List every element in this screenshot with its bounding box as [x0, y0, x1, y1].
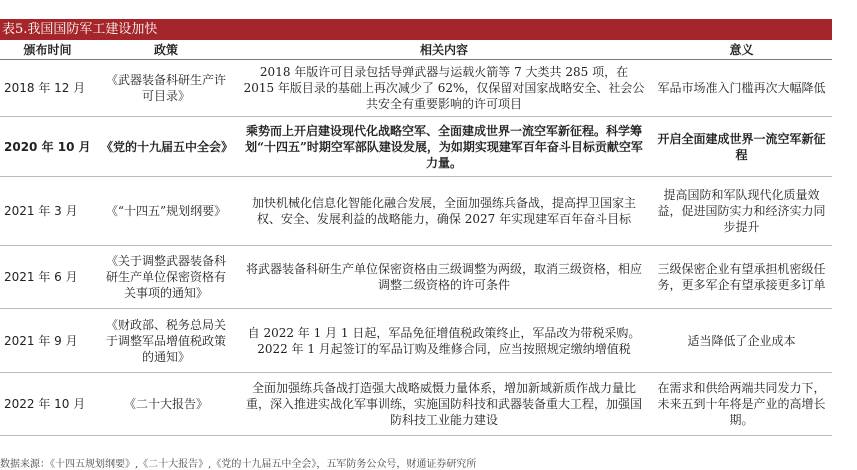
table-row — [0, 117, 832, 177]
header-content: 相关内容 — [237, 40, 651, 60]
row-policy: 《党的十九届五中全会》 — [95, 117, 237, 177]
data-source-note: 数据来源：《十四五规划纲要》,《二十大报告》,《党的十九届五中全会》，五军防务公众号，财通证券研究所 — [0, 459, 477, 470]
row-date: 2021 年 6 月 — [0, 246, 95, 309]
row-meaning: 提高国防和军队现代化质量效益，促进国防实力和经济实力同步提升 — [651, 177, 832, 246]
row-date: 2021 年 9 月 — [0, 309, 95, 373]
table-row — [0, 373, 832, 436]
policy-table — [0, 40, 832, 436]
header-date: 颁布时间 — [0, 40, 95, 60]
row-meaning: 在需求和供给两端共同发力下，未来五到十年将是产业的高增长期。 — [651, 373, 832, 436]
row-content: 2018 年版许可目录包括导弹武器与运载火箭等 7 大类共 285 项，在 2015 年版目录的基础上再次减少了 62%，仅保留对国家战略安全、社会公共安全有重要影响的许可项目 — [237, 60, 651, 117]
row-date: 2022 年 10 月 — [0, 373, 95, 436]
row-policy: 《关于调整武器装备科研生产单位保密资格有关事项的通知》 — [95, 246, 237, 309]
row-meaning: 适当降低了企业成本 — [651, 309, 832, 373]
table-title: 表5.我国国防军工建设加快 — [0, 19, 832, 40]
row-content: 全面加强练兵备战打造强大战略威慑力量体系，增加新域新质作战力量比重，深入推进实战化军事训练，实施国防科技和武器装备重大工程，加强国防科技工业能力建设 — [237, 373, 651, 436]
table-row — [0, 177, 832, 246]
table-row — [0, 246, 832, 309]
row-policy: 《财政部、税务总局关于调整军品增值税政策的通知》 — [95, 309, 237, 373]
row-date: 2020 年 10 月 — [0, 117, 95, 177]
table-header-row — [0, 40, 832, 60]
row-content: 加快机械化信息化智能化融合发展，全面加强练兵备战，提高捍卫国家主权、安全、发展利益的战略能力，确保 2027 年实现建军百年奋斗目标 — [237, 177, 651, 246]
row-policy: 《二十大报告》 — [95, 373, 237, 436]
row-date: 2021 年 3 月 — [0, 177, 95, 246]
row-meaning: 三级保密企业有望承担机密级任务，更多军企有望承接更多订单 — [651, 246, 832, 309]
row-meaning: 开启全面建成世界一流空军新征程 — [651, 117, 832, 177]
row-content: 乘势而上开启建设现代化战略空军、全面建成世界一流空军新征程。科学筹划“十四五”时期空军部队建设发展，为如期实现建军百年奋斗目标贡献空军力量。 — [237, 117, 651, 177]
row-policy: 《“十四五”规划纲要》 — [95, 177, 237, 246]
table-row — [0, 60, 832, 117]
row-meaning: 军品市场准入门槛再次大幅降低 — [651, 60, 832, 117]
row-policy: 《武器装备科研生产许可目录》 — [95, 60, 237, 117]
row-content: 自 2022 年 1 月 1 日起，军品免征增值税政策终止，军品改为带税采购。2022 年 1 月起签订的军品订购及维修合同，应当按照规定缴纳增值税 — [237, 309, 651, 373]
table-row — [0, 309, 832, 373]
header-policy: 政策 — [95, 40, 237, 60]
header-meaning: 意义 — [651, 40, 832, 60]
row-content: 将武器装备科研生产单位保密资格由三级调整为两级，取消三级资格，相应调整二级资格的许可条件 — [237, 246, 651, 309]
row-date: 2018 年 12 月 — [0, 60, 95, 117]
